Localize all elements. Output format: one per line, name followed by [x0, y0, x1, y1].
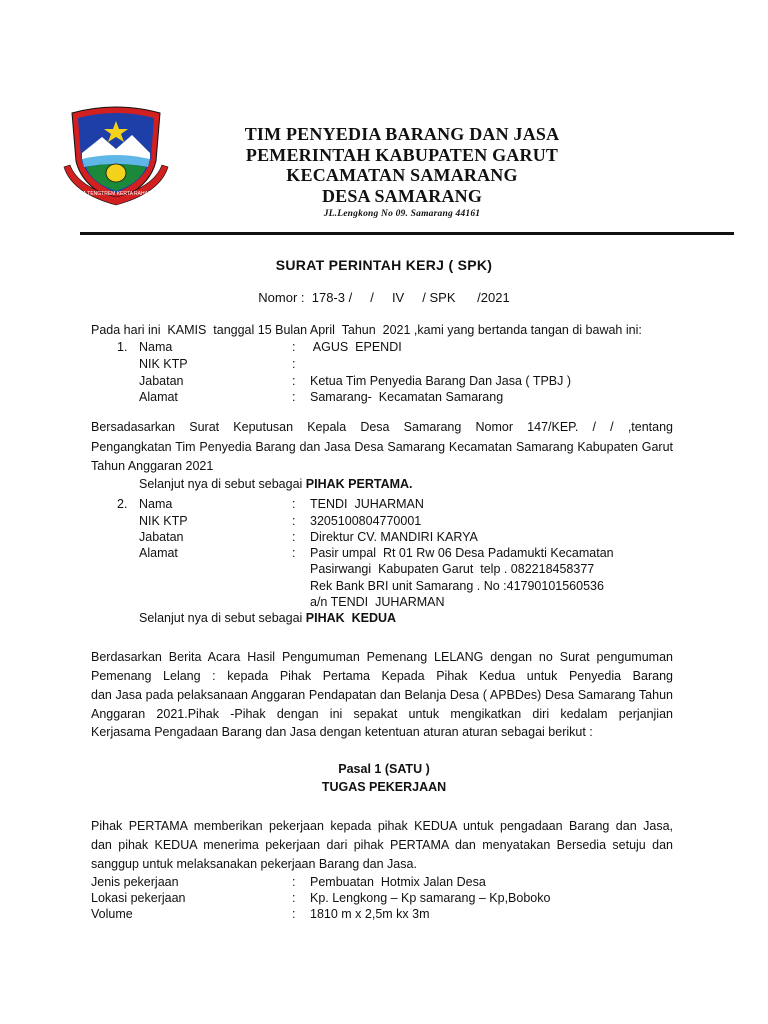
party2-number: 2.: [117, 497, 128, 511]
party2-nik-value: 3205100804770001: [310, 514, 422, 528]
document-title: SURAT PERINTAH KERJ ( SPK): [275, 257, 493, 273]
job-type-colon: :: [292, 875, 296, 889]
job-volume-label: Volume: [91, 907, 133, 921]
party1-number: 1.: [117, 340, 128, 354]
party1-jabatan-colon: :: [292, 374, 296, 388]
party2-name-colon: :: [292, 497, 296, 511]
job-volume-colon: :: [292, 907, 296, 921]
party2-name-label: Nama: [139, 497, 173, 511]
pasal-text-line-2: dan pihak KEDUA menerima pekerjaan dari pihak PERTAMA dan menyatakan Bersedia setuju dan: [91, 838, 673, 852]
job-type-value: Pembuatan Hotmix Jalan Desa: [310, 875, 486, 889]
lelang-paragraph-line-1: Berdasarkan Berita Acara Hasil Pengumuman Pemenang LELANG dengan no Surat pengumuman: [91, 650, 673, 664]
job-location-value: Kp. Lengkong – Kp samarang – Kp,Boboko: [310, 891, 551, 905]
letterhead-divider: [80, 232, 734, 235]
party1-designation-bold: PIHAK PERTAMA.: [305, 477, 413, 491]
party2-alamat-cont-2: Rek Bank BRI unit Samarang . No :41790101560536: [310, 579, 604, 593]
party1-designation-prefix: Selanjut nya di sebut sebagai: [139, 477, 306, 491]
job-type-label: Jenis pekerjaan: [91, 875, 179, 889]
party1-nik-colon: :: [292, 357, 296, 371]
sk-paragraph-line-1: Bersadasarkan Surat Keputusan Kepala Desa Samarang Nomor 147/KEP. / / ,tentang: [91, 420, 673, 434]
pasal-title: Pasal 1 (SATU ): [338, 762, 430, 776]
letterhead: [200, 124, 604, 219]
job-location-label: Lokasi pekerjaan: [91, 891, 186, 905]
party2-alamat-colon: :: [292, 546, 296, 560]
garut-regency-emblem: [62, 103, 170, 207]
letterhead-line-2: PEMERINTAH KABUPATEN GARUT: [245, 144, 559, 165]
party1-alamat-value: Samarang- Kecamatan Samarang: [310, 390, 504, 404]
job-volume-value: 1810 m x 2,5m kx 3m: [310, 907, 430, 921]
party1-name-colon: :: [292, 340, 296, 354]
pasal-subtitle: TUGAS PEKERJAAN: [321, 780, 447, 794]
pasal-text-line-1: Pihak PERTAMA memberikan pekerjaan kepada pihak KEDUA untuk pengadaan Barang dan Jasa,: [91, 819, 673, 833]
party1-nik-label: NIK KTP: [139, 357, 188, 371]
document-number: Nomor : 178-3 / / IV / SPK /2021: [258, 290, 510, 305]
svg-text:TATA TENGTREM KERTA RAHARJA: TATA TENGTREM KERTA RAHARJA: [74, 191, 158, 197]
party1-jabatan-label: Jabatan: [139, 374, 184, 388]
party2-jabatan-label: Jabatan: [139, 530, 184, 544]
job-location-colon: :: [292, 891, 296, 905]
sk-paragraph-line-3: Tahun Anggaran 2021: [91, 459, 214, 473]
party2-designation: [139, 611, 396, 625]
party2-jabatan-colon: :: [292, 530, 296, 544]
party2-designation-bold: PIHAK KEDUA: [305, 611, 397, 625]
lelang-paragraph-line-4: Anggaran 2021.Pihak -Pihak dengan ini sepakat untuk mengikatkan diri kedalam perjanjian: [91, 707, 673, 721]
party1-jabatan-value: Ketua Tim Penyedia Barang Dan Jasa ( TPBJ ): [310, 374, 572, 388]
party1-alamat-label: Alamat: [139, 390, 178, 404]
lelang-paragraph-line-2: Pemenang Lelang : kepada Pihak Pertama Kepada Pihak Kedua untuk Penyedia Barang: [91, 669, 673, 683]
letterhead-line-3: KECAMATAN SAMARANG: [286, 165, 518, 185]
party2-alamat-cont-3: a/n TENDI JUHARMAN: [310, 595, 445, 609]
party2-jabatan-value: Direktur CV. MANDIRI KARYA: [310, 530, 478, 544]
intro-text: Pada hari ini KAMIS tanggal 15 Bulan April Tahun 2021 ,kami yang bertanda tangan di bawah ini:: [91, 323, 642, 337]
party1-designation: [139, 477, 413, 491]
party2-alamat-cont-1: Pasirwangi Kabupaten Garut telp . 082218458377: [310, 562, 595, 576]
party2-nik-colon: :: [292, 514, 296, 528]
party1-name-label: Nama: [139, 340, 173, 354]
letterhead-line-1: TIM PENYEDIA BARANG DAN JASA: [244, 124, 560, 144]
party2-designation-prefix: Selanjut nya di sebut sebagai: [139, 611, 306, 625]
letterhead-line-4: DESA SAMARANG: [321, 185, 483, 206]
party2-name-value: TENDI JUHARMAN: [310, 497, 424, 511]
letterhead-address: JL.Lengkong No 09. Samarang 44161: [323, 209, 481, 219]
party2-alamat-label: Alamat: [139, 546, 178, 560]
lelang-paragraph-line-5: Kerjasama Pengadaan Barang dan Jasa dengan ketentuan aturan aturan sebagai berikut :: [91, 725, 593, 739]
party1-name-value: AGUS EPENDI: [310, 340, 402, 354]
lelang-paragraph-line-3: dan Jasa pada pelaksanaan Anggaran Pendapatan dan Belanja Desa ( APBDes) Desa Samarang Tahun: [91, 688, 673, 702]
party1-alamat-colon: :: [292, 390, 296, 404]
party2-alamat-value: Pasir umpal Rt 01 Rw 06 Desa Padamukti Kecamatan: [310, 546, 614, 560]
pasal-text-line-3: sanggup untuk melaksanakan pekerjaan Barang dan Jasa.: [91, 857, 417, 871]
sk-paragraph-line-2: Pengangkatan Tim Penyedia Barang dan Jasa Desa Samarang Kecamatan Samarang Kabupaten Garut: [91, 440, 673, 454]
party2-nik-label: NIK KTP: [139, 514, 188, 528]
